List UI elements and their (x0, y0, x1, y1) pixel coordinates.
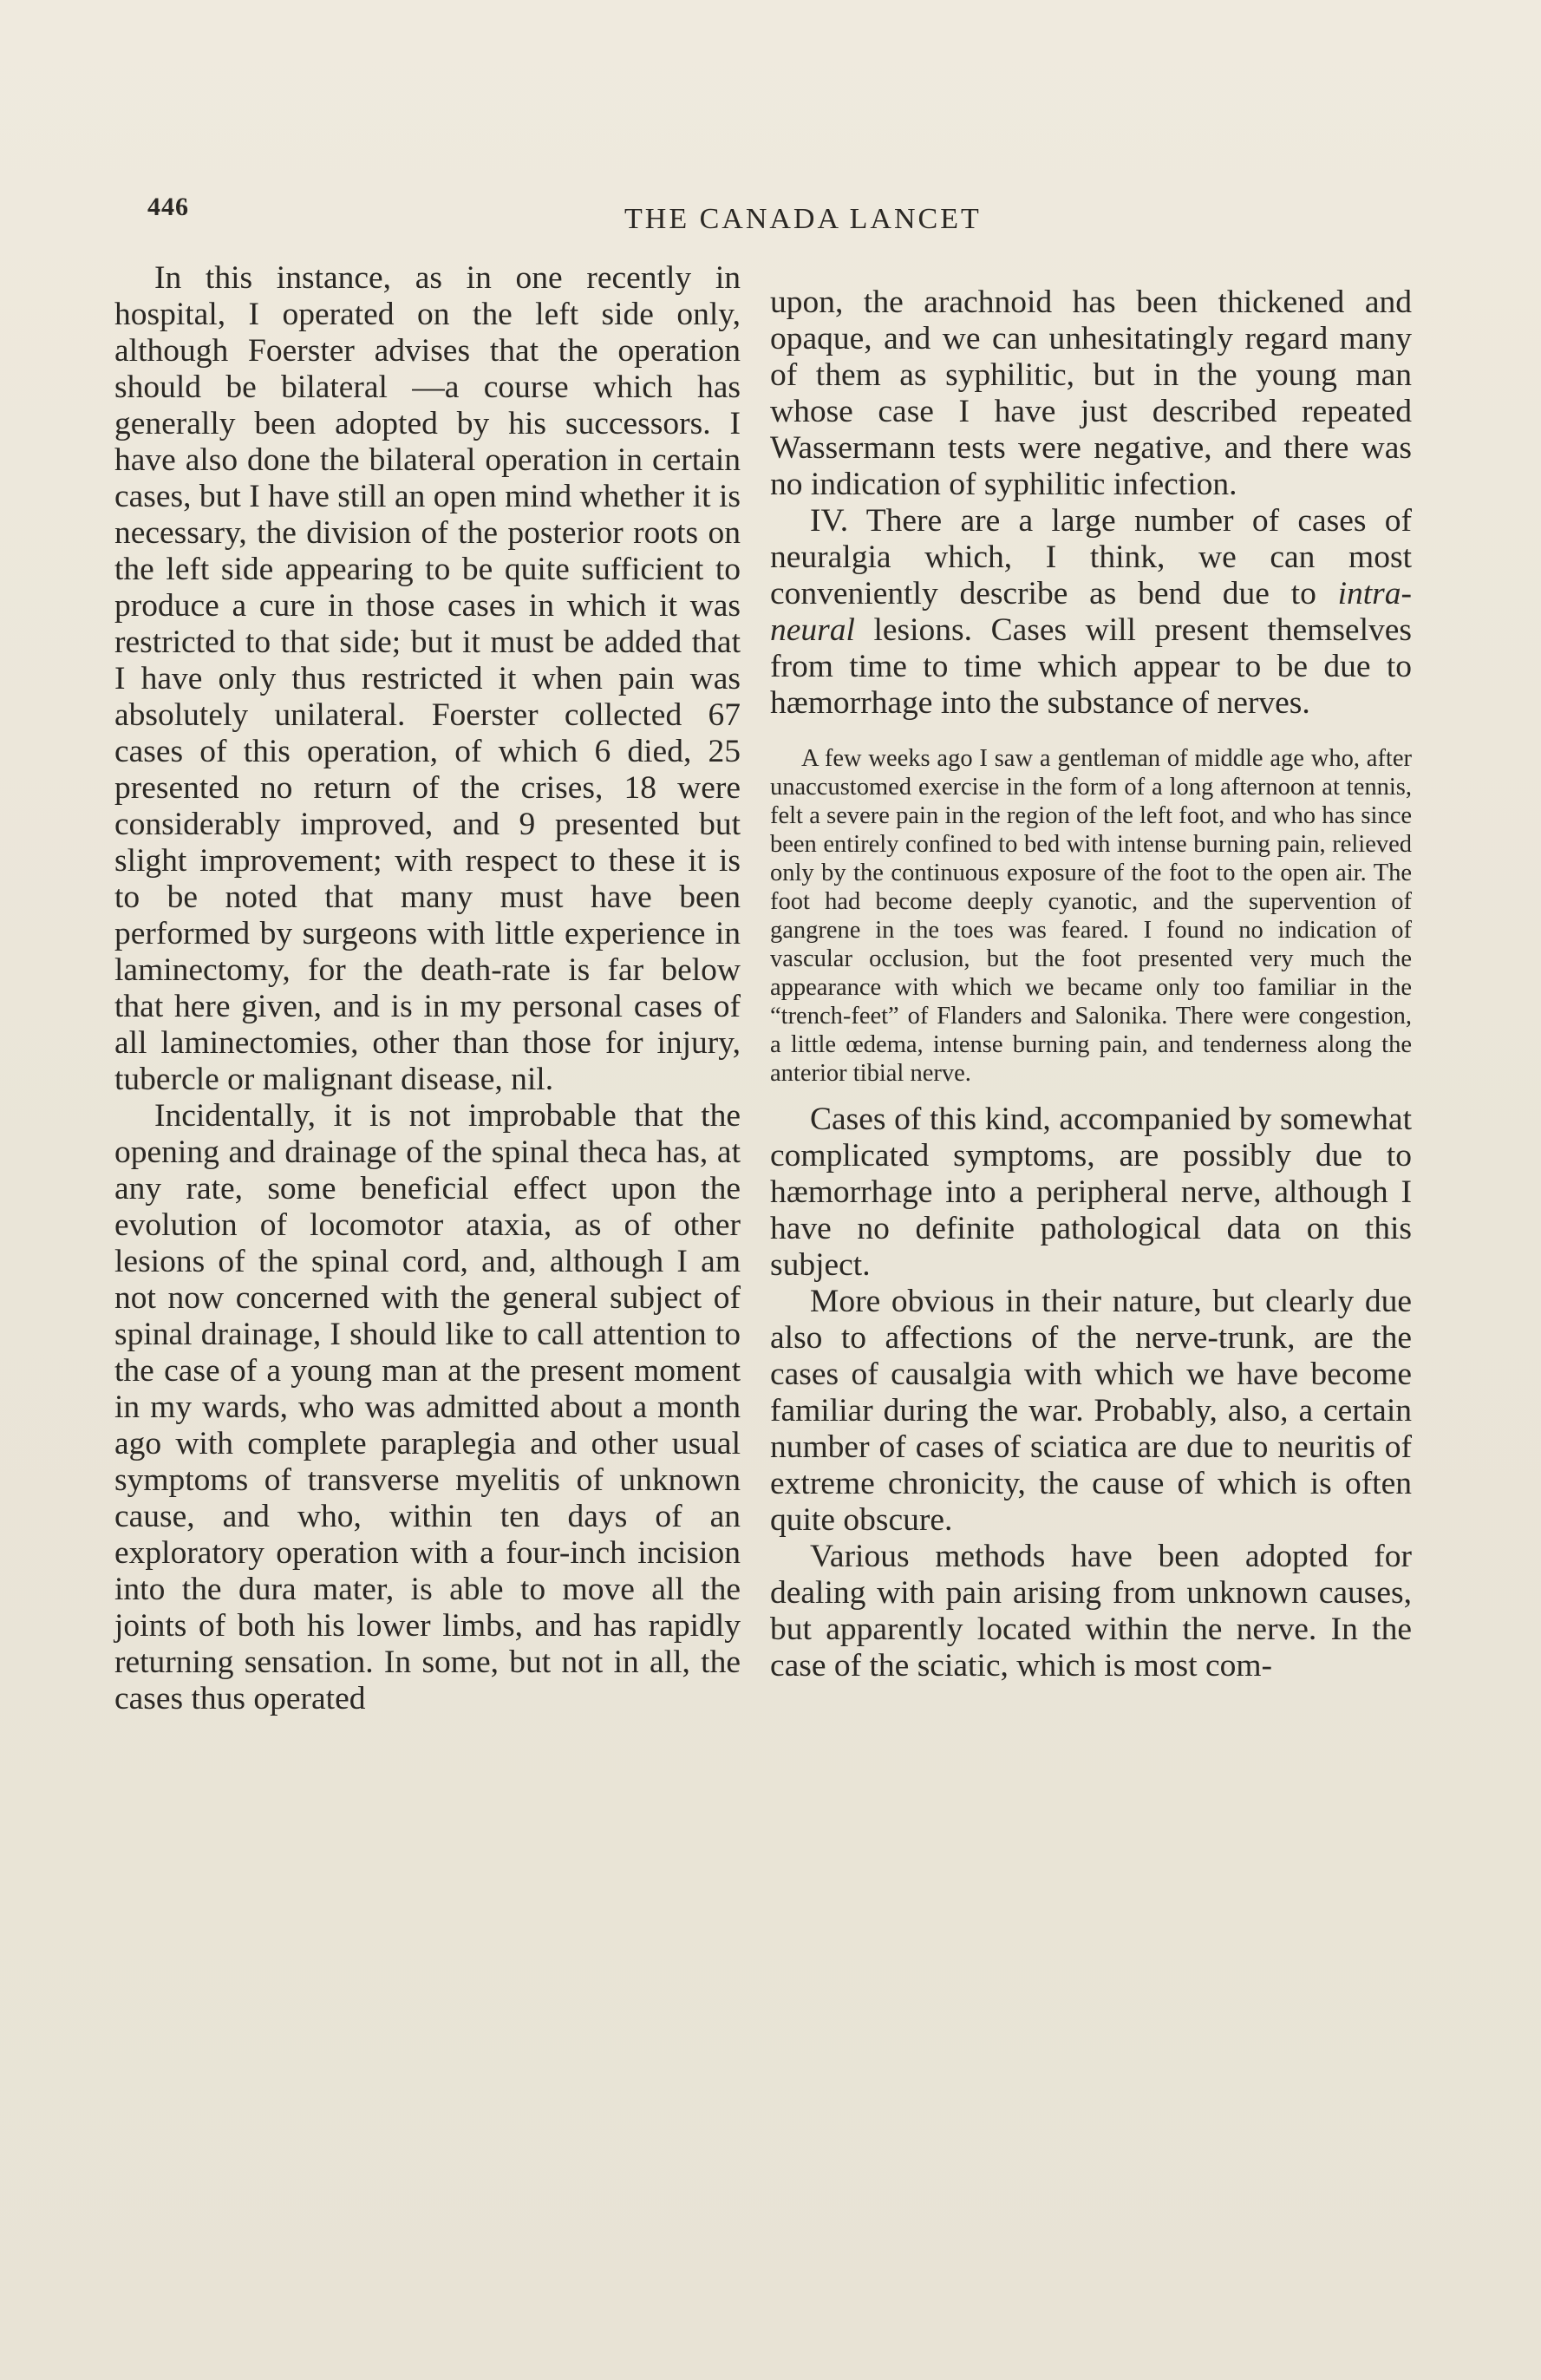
paragraph-peripheral-haemorrhage: Cases of this kind, accompanied by somewhat complicated symptoms, are possibly due to hæmorrhage into a peripheral nerve, although I have no definite pathological data on this subject. (770, 1102, 1412, 1283)
paragraph-foerster-operation: In this instance, as in one recently in hospital, I operated on the left side only, although Foerster advises that the operation should be bilateral —a course which has generally been adopted by his successors. I have also done the bilateral operation in certain cases, but I have still an open mind whether it is necessary, the division of the posterior roots on the left side appearing to be quite sufficient to produce a cure in those cases in which it was restricted to that side; but it must be added that I have only thus restricted it when pain was absolutely unilateral. Foerster collected 67 cases of this operation, of which 6 died, 25 presented no return of the crises, 18 were considerably improved, and 9 presented but slight improvement; with respect to these it is to be noted that many must have been performed by surgeons with little experience in laminectomy, for the death-rate is far below that here given, and is in my personal cases of all laminectomies, other than those for injury, tubercle or malignant disease, nil. (114, 260, 741, 1097)
paragraph-methods-pain: Various methods have been adopted for dealing with pain arising from unknown causes, but apparently located within the nerve. In the case of the sciatic, which is most com- (770, 1539, 1412, 1684)
intra-neural-text-before: IV. There are a large number of cases of neuralgia which, I think, we can most conveniently describe as bend due to (770, 503, 1412, 611)
paragraph-arachnoid-continued: upon, the arachnoid has been thickened and opaque, and we can unhesitatingly regard many of them as syphilitic, but in the young man whose case I have just described repeated Wassermann tests were negative, and there was no indication of syphilitic infection. (770, 284, 1412, 502)
left-column (114, 260, 741, 1717)
paragraph-intra-neural-lesions (770, 503, 1412, 722)
intra-neural-italic-term: intra-neural (770, 576, 1412, 648)
case-report-small-print: A few weeks ago I saw a gentleman of middle age who, after unaccustomed exercise in the form of a long afternoon at tennis, felt a severe pain in the region of the left foot, and who has since been entirely confined to bed with intense burning pain, relieved only by the continuous exposure of the foot to the open air. The foot had become deeply cyanotic, and the supervention of gangrene in the toes was feared. I found no indication of vascular occlusion, but the foot presented very much the appearance with which we became only too familiar in the “trench-feet” of Flanders and Salonika. There were congestion, a little œdema, intense burning pain, and tenderness along the anterior tibial nerve. (770, 745, 1412, 1087)
intra-neural-text-after: lesions. Cases will present themselves from time to time which appear to be due to hæmorrhage into the substance of nerves. (770, 612, 1412, 721)
right-column (770, 284, 1412, 1684)
running-head: THE CANADA LANCET (624, 203, 982, 235)
paragraph-spinal-drainage: Incidentally, it is not improbable that the opening and drainage of the spinal theca has, at any rate, some beneficial effect upon the evolution of locomotor ataxia, as of other lesions of the spinal cord, and, although I am not now concerned with the general subject of spinal drainage, I should like to call attention to the case of a young man at the present moment in my wards, who was admitted about a month ago with complete paraplegia and other usual symptoms of transverse myelitis of unknown cause, and who, within ten days of an exploratory operation with a four-inch incision into the dura mater, is able to move all the joints of both his lower limbs, and has rapidly returning sensation. In some, but not in all, the cases thus operated (114, 1098, 741, 1716)
paragraph-causalgia: More obvious in their nature, but clearly due also to affections of the nerve-trunk, are the cases of causalgia with which we have become familiar during the war. Probably, also, a certain number of cases of sciatica are due to neuritis of extreme chronicity, the cause of which is often quite obscure. (770, 1284, 1412, 1538)
page-number: 446 (147, 193, 189, 221)
